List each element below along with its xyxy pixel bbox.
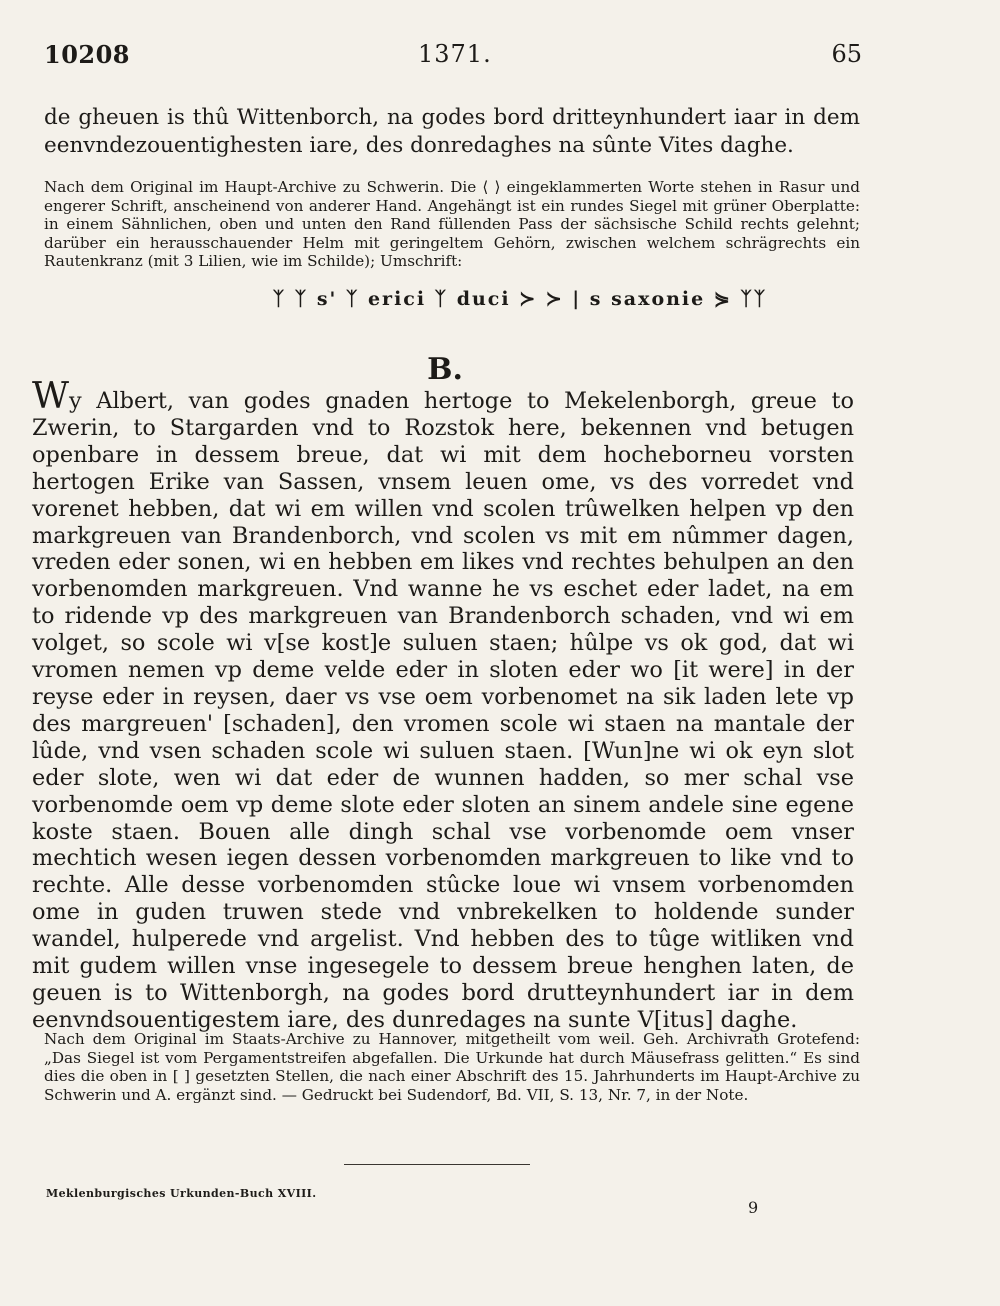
- seal-inscription-text: ᛉ ᛉ s' ᛉ erici ᛉ duci ≻ ≻ | s saxonie ⋟ ᛉᛉ: [272, 288, 768, 310]
- charter-text: [32, 376, 854, 1034]
- drop-capital: W: [32, 376, 70, 417]
- charter-body: y Albert, van godes gnaden hertoge to Mekelenborgh, greue to Zwerin, to Stargarden vnd to Rozstok here, bekennen vnd betugen openbare in dessem breue, dat wi mit dem hocheborneu vorsten hertogen Erike van Sassen, vnsem leuen ome, vs des vorredet vnd vorenet hebben, dat wi em willen vnd scolen trûwelken helpen vp den markgreuen van Brandenborch, vnd scolen vs mit em nûmmer dagen, vreden eder sonen, wi en hebben em likes vnd rechtes behulpen an den vorbenomden markgreuen. Vnd wanne he vs eschet eder ladet, na em to ridende vp des markgreuen van Brandenborch schaden, vnd wi em volget, so scole wi v[se kost]e suluen staen; hûlpe vs ok god, dat wi vromen nemen vp deme velde eder in sloten eder wo [it were] in der reyse eder in reysen, daer vs vse oem vorbenomet na sik laden lete vp des margreuen' [schaden], den vromen scole wi staen na mantale der lûde, vnd vsen schaden scole wi suluen staen. [Wun]ne wi ok eyn slot eder slote, wen wi dat eder de wunnen hadden, so mer schal vse vorbenomde oem vp deme slote eder sloten an sinem andele sine egene koste staen. Bouen alle dingh schal vse vorbenomde oem vnser mechtich wesen iegen dessen vorbenomden markgreuen to like vnd to rechte. Alle desse vorbenomden stûcke loue wi vnsem vorbenomden ome in guden truwen stede vnd vnbrekelken to holdende sunder wandel, hulperede vnd argelist. Vnd hebben des to tûge witliken vnd mit gudem willen vnse ingesegele to dessem breue henghen laten, de geuen is to Wittenborgh, na godes bord drutteynhundert iar in dem eenvndsouentigestem iare, des dunredages na sunte V[itus] daghe.: [32, 388, 854, 1033]
- source-note-hannover: Nach dem Original im Staats-Archive zu Hannover, mitgetheilt vom weil. Geh. Archivrath Grotefend: „Das Siegel ist vom Pergamentstreifen abgefallen. Die Urkunde hat durch Mäusefrass gelitten.“ Es sind dies die oben in [ ] gesetzten Stellen, die nach einer Abschrift des 15. Jahrhunderts im Haupt-Archive zu Schwerin und A. ergänzt sind. — Gedruckt bei Sudendorf, Bd. VII, S. 13, Nr. 7, in der Note.: [44, 1030, 860, 1104]
- footer-rule: [344, 1164, 530, 1165]
- year-heading: 1371.: [418, 40, 492, 68]
- document-number: 10208: [44, 40, 130, 69]
- page-number: 65: [831, 40, 862, 68]
- lead-paragraph: de gheuen is thû Wittenborch, na godes bord dritteynhundert iaar in dem eenvndezouentighesten iare, des donredaghes na sûnte Vites daghe.: [44, 105, 860, 158]
- book-title-footer: Meklenburgisches Urkunden-Buch XVIII.: [46, 1187, 317, 1200]
- section-heading: B.: [427, 352, 463, 387]
- seal-inscription: [0, 288, 1000, 310]
- source-note-schwerin: Nach dem Original im Haupt-Archive zu Schwerin. Die ⟨ ⟩ eingeklammerten Worte stehen in Rasur und engerer Schrift, anscheinend von anderer Hand. Angehängt ist ein rundes Siegel mit grüner Oberplatte: in einem Sähnlichen, oben und unten den Rand füllenden Pass der sächsische Schild rechts gelehnt; darüber ein herausschauender Helm mit geringeltem Gehörn, zwischen welchem schrägrechts ein Rautenkranz (mit 3 Lilien, wie im Schilde); Umschrift:: [44, 178, 860, 270]
- signature-mark: 9: [748, 1198, 759, 1217]
